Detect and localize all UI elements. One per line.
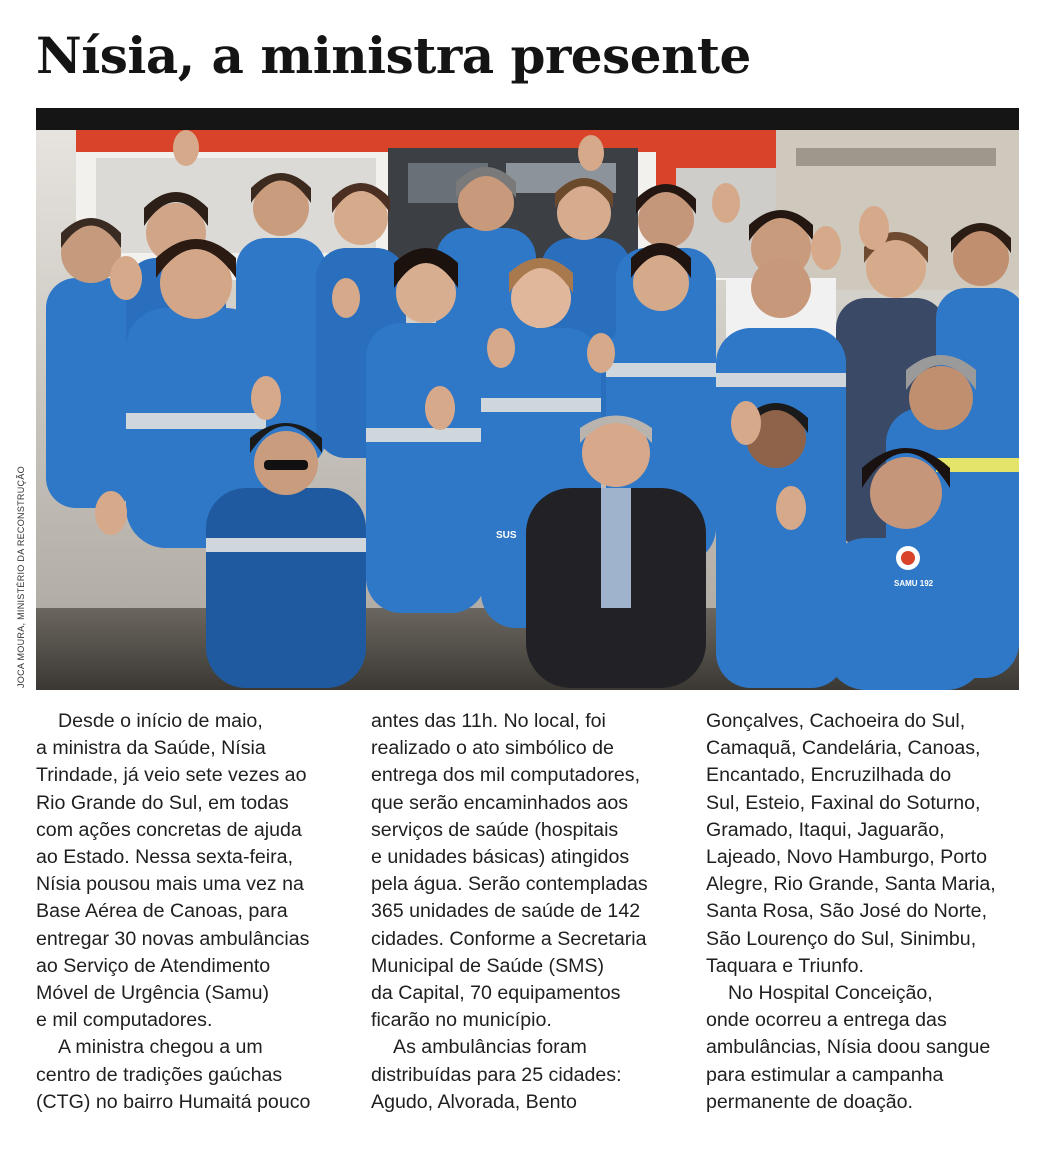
text-line: a ministra da Saúde, Nísia [36, 737, 266, 760]
text-line: ficarão no município. [371, 1009, 552, 1032]
text-line: São Lourenço do Sul, Sinimbu, [706, 927, 977, 950]
photo-top-band [36, 108, 1019, 130]
text-line: Alegre, Rio Grande, Santa Maria, [706, 873, 996, 896]
text-line: ao Estado. Nessa sexta-feira, [36, 846, 294, 869]
paragraph [706, 708, 1024, 980]
text-line: Base Aérea de Canoas, para [36, 900, 288, 923]
article-column-1 [36, 708, 354, 1116]
text-line: Móvel de Urgência (Samu) [36, 982, 270, 1005]
paragraph [36, 708, 354, 1034]
text-line: Gramado, Itaqui, Jaguarão, [706, 818, 945, 841]
paragraph [371, 708, 689, 1034]
text-line: realizado o ato simbólico de [371, 737, 614, 760]
article-column-3 [706, 708, 1024, 1116]
text-line: Rio Grande do Sul, em todas [36, 791, 289, 814]
group-photo-illustration [36, 108, 1019, 690]
text-line: Nísia pousou mais uma vez na [36, 873, 304, 896]
text-line: e mil computadores. [36, 1009, 213, 1032]
text-line: para estimular a campanha [706, 1063, 944, 1086]
paragraph [36, 1034, 354, 1116]
text-line: cidades. Conforme a Secretaria [371, 927, 647, 950]
text-line: antes das 11h. No local, foi [371, 710, 606, 732]
text-line: centro de tradições gaúchas [36, 1063, 283, 1086]
text-line: Encantado, Encruzilhada do [706, 764, 952, 787]
text-line: distribuídas para 25 cidades: [371, 1063, 622, 1086]
text-line: Trindade, já veio sete vezes ao [36, 764, 307, 787]
text-line: serviços de saúde (hospitais [371, 818, 619, 841]
text-line: Santa Rosa, São José do Norte, [706, 900, 988, 923]
text-line: e unidades básicas) atingidos [371, 846, 630, 869]
paragraph [706, 980, 1024, 1116]
text-line: que serão encaminhados aos [371, 791, 629, 814]
text-line: da Capital, 70 equipamentos [371, 982, 621, 1005]
article-column-2 [371, 708, 689, 1116]
text-line: ao Serviço de Atendimento [36, 954, 271, 977]
text-line: Sul, Esteio, Faxinal do Soturno, [706, 791, 981, 814]
text-line: 365 unidades de saúde de 142 [371, 900, 641, 923]
text-line: ambulâncias, Nísia doou sangue [706, 1036, 991, 1059]
text-line: Camaquã, Candelária, Canoas, [706, 737, 981, 760]
photo-credit: JOCA MOURA, MINISTÉRIO DA RECONSTRUÇÃO [16, 466, 26, 688]
text-line: permanente de doação. [706, 1090, 913, 1113]
text-line: Desde o início de maio, [58, 710, 263, 732]
text-line: Agudo, Alvorada, Bento [371, 1090, 577, 1113]
text-line: entrega dos mil computadores, [371, 764, 641, 787]
text-line: onde ocorreu a entrega das [706, 1009, 947, 1032]
paragraph [371, 1034, 689, 1116]
sus-badge: SUS [496, 530, 517, 541]
text-line: Municipal de Saúde (SMS) [371, 954, 605, 977]
text-line: Taquara e Triunfo. [706, 954, 864, 977]
text-line: No Hospital Conceição, [728, 982, 933, 1005]
text-line: (CTG) no bairro Humaitá pouco [36, 1090, 311, 1113]
headline: Nísia, a ministra presente [36, 26, 751, 85]
text-line: As ambulâncias foram [393, 1036, 587, 1059]
text-line: com ações concretas de ajuda [36, 818, 302, 841]
article-photo [36, 108, 1019, 690]
text-line: pela água. Serão contempladas [371, 873, 648, 896]
text-line: Lajeado, Novo Hamburgo, Porto [706, 846, 988, 869]
text-line: A ministra chegou a um [58, 1036, 263, 1059]
text-line: Gonçalves, Cachoeira do Sul, [706, 710, 966, 732]
text-line: entregar 30 novas ambulâncias [36, 927, 310, 950]
samu-badge: SAMU 192 [894, 579, 934, 588]
